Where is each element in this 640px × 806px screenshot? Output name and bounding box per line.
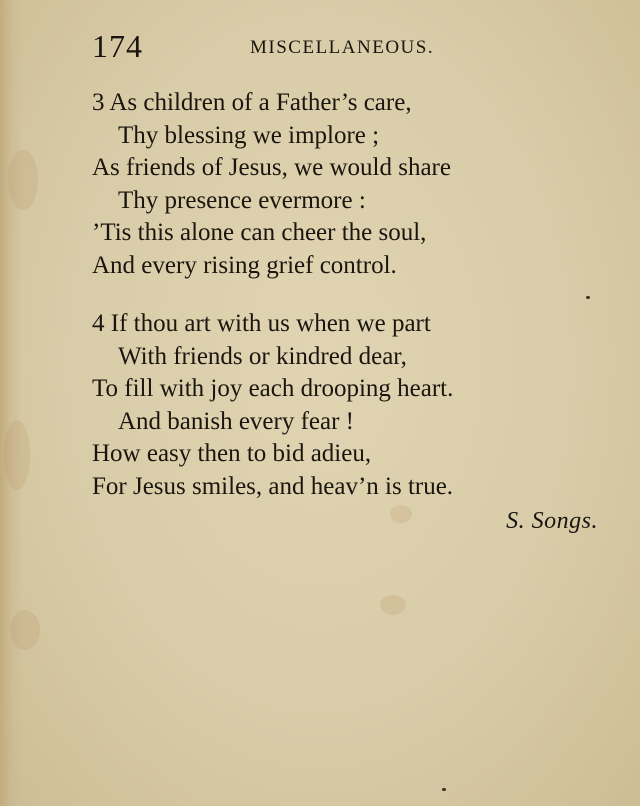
ink-speck [586, 296, 590, 299]
paper-stain [4, 420, 30, 490]
verse-line: 3 As children of a Father’s care, [92, 89, 412, 116]
page-number: 174 [92, 28, 143, 64]
verse-line: ’Tis this alone can cheer the soul, [92, 219, 427, 247]
verse-line: And banish every fear ! [118, 407, 355, 435]
ink-speck [442, 788, 446, 791]
hymn-attribution: S. Songs. [506, 508, 598, 534]
verse-line: As friends of Jesus, we would share [92, 154, 451, 182]
paper-stain [10, 610, 40, 650]
verse-line: With friends or kindred dear, [118, 342, 407, 370]
verse-line: For Jesus smiles, and heav’n is true. [92, 472, 454, 500]
verse-line: And every rising grief control. [92, 251, 397, 279]
hymn-verse-4 [92, 308, 612, 504]
verse-line: Thy blessing we implore ; [118, 121, 380, 149]
verse-line: Thy presence evermore : [118, 186, 366, 214]
paper-stain [8, 150, 38, 210]
hymn-verse-3 [92, 87, 612, 283]
page-edge-shadow [0, 0, 22, 806]
verse-line: To fill with joy each drooping heart. [92, 375, 454, 403]
paper-stain [380, 595, 406, 615]
paper-stain [390, 505, 412, 523]
running-head: MISCELLANEOUS. [250, 37, 435, 58]
verse-line: 4 If thou art with us when we part [92, 310, 431, 337]
verse-line: How easy then to bid adieu, [92, 440, 372, 468]
page-header [92, 26, 592, 66]
